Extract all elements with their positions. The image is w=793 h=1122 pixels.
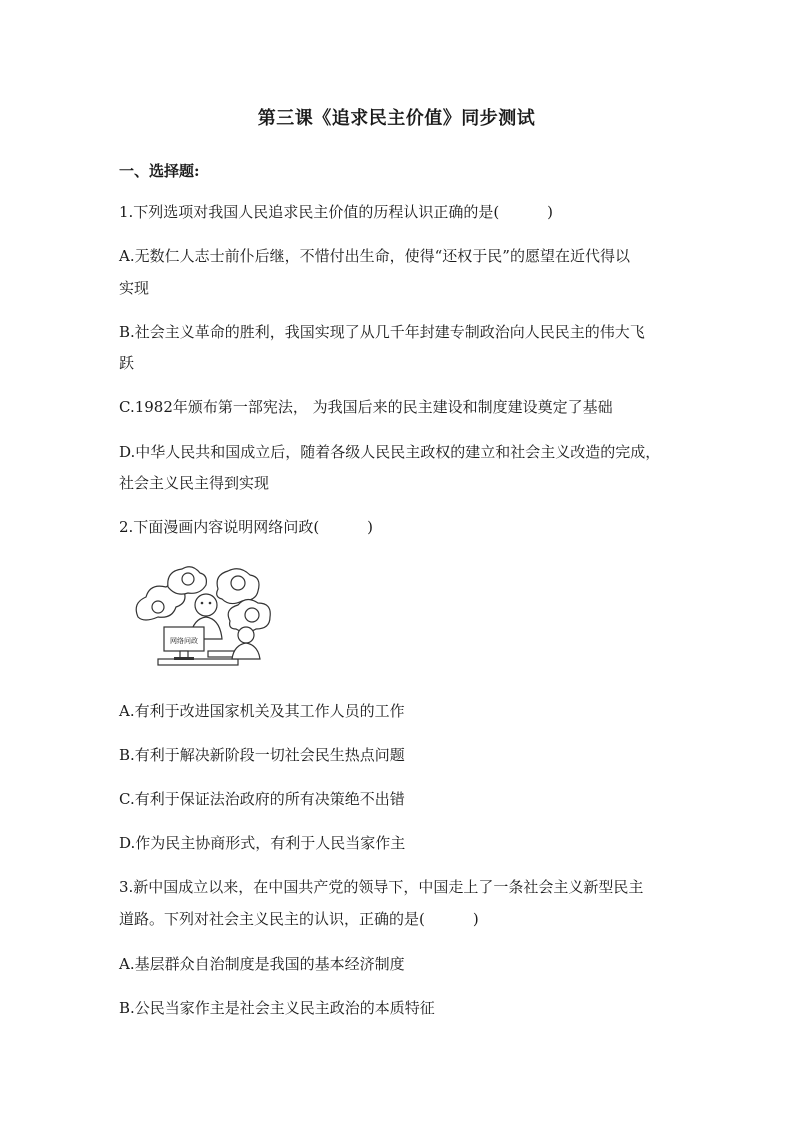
question-3-option-a: A.基层群众自治制度是我国的基本经济制度	[119, 955, 405, 973]
question-1-stem: 1.下列选项对我国人民追求民主价值的历程认识正确的是( )	[119, 203, 554, 221]
keyboard-base	[174, 657, 194, 660]
online-politics-cartoon	[134, 565, 280, 673]
question-2-option-c: C.有利于保证法治政府的所有决策绝不出错	[119, 790, 405, 808]
question-1-option-d: D.中华人民共和国成立后，随着各级人民民主政权的建立和社会主义改造的完成，	[119, 443, 661, 461]
question-2-option-d: D.作为民主协商形式，有利于人民当家作主	[119, 834, 406, 852]
question-3-stem-cont: 道路。下列对社会主义民主的认识，正确的是( )	[119, 910, 479, 928]
person-body	[232, 643, 260, 659]
question-2-option-b: B.有利于解决新阶段一切社会民生热点问题	[119, 746, 405, 764]
document-title: 第三课《追求民主价值》同步测试	[257, 108, 536, 129]
question-3-option-b: B.公民当家作主是社会主义民主政治的本质特征	[119, 999, 435, 1017]
question-1-option-c: C.1982年颁布第一部宪法， 为我国后来的民主建设和制度建设奠定了基础	[119, 398, 613, 416]
question-2-stem: 2.下面漫画内容说明网络问政( )	[119, 518, 374, 536]
question-2-option-a: A.有利于改进国家机关及其工作人员的工作	[119, 702, 405, 720]
question-1-option-a: A.无数仁人志士前仆后继，不惜付出生命，使得“还权于民”的愿望在近代得以	[119, 247, 630, 265]
desk	[158, 659, 238, 665]
question-3-stem: 3.新中国成立以来，在中国共产党的领导下，中国走上了一条社会主义新型民主	[119, 878, 644, 896]
face-icon	[152, 601, 164, 613]
face-icon	[231, 576, 245, 590]
cartoon-label: 网络问政	[170, 637, 198, 645]
face-icon	[245, 608, 259, 622]
person-head	[195, 594, 217, 616]
question-1-option-a-cont: 实现	[119, 279, 150, 297]
question-1-option-d-cont: 社会主义民主得到实现	[119, 474, 270, 492]
person-head	[238, 627, 254, 643]
question-1-option-b: B.社会主义革命的胜利，我国实现了从几千年封建专制政治向人民民主的伟大飞	[119, 323, 645, 341]
face-icon	[182, 573, 194, 585]
section-heading: 一、选择题:	[119, 162, 200, 180]
question-1-option-b-cont: 跃	[119, 354, 135, 372]
